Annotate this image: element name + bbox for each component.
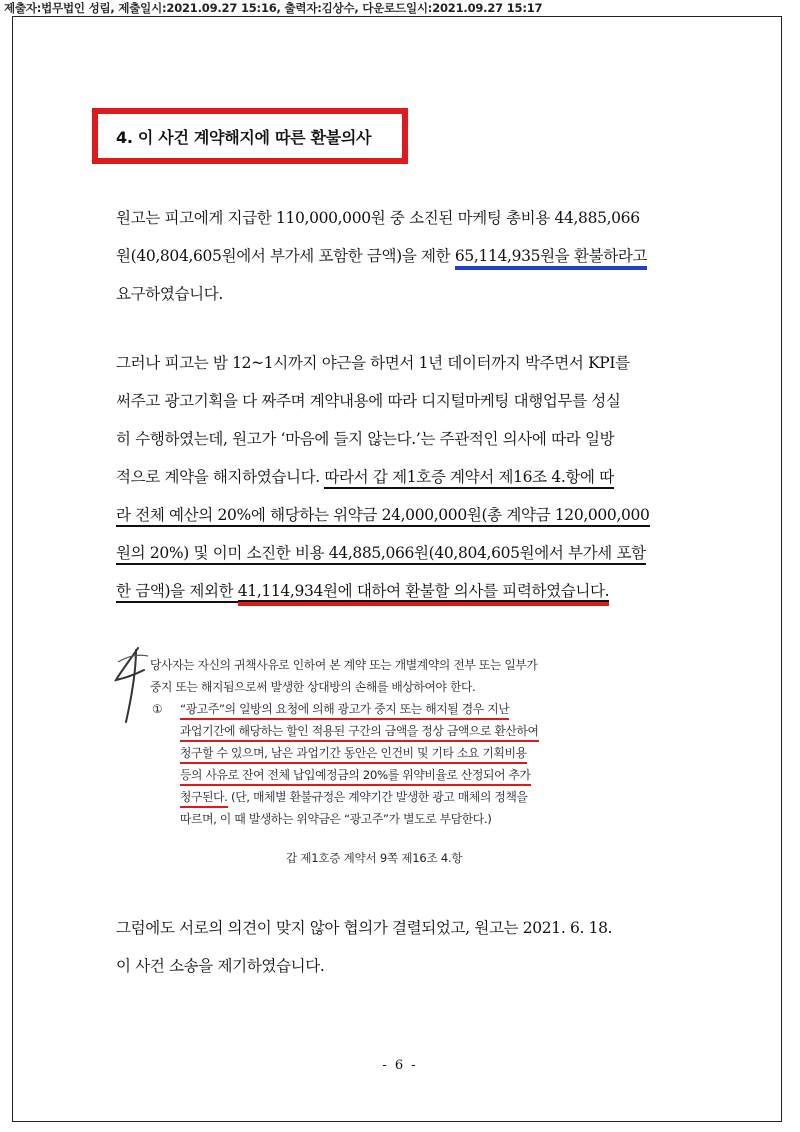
paragraph-defendant-position [116, 344, 696, 610]
underlined-segment: 원의 20%) 및 이미 소진한 비용 44,885,066원(40,804,605원에서 부가세 포함 [116, 544, 646, 565]
quote-line: 따르며, 이 때 발생하는 위약금은 “광고주”가 별도로 부담한다.) [180, 812, 492, 826]
quote-line [150, 764, 690, 786]
underlined-segment: 한 금액)을 제외한 [116, 582, 238, 603]
section-heading-box [92, 108, 408, 164]
highlight-refund-amount: 65,114,935원을 환불하라고 [455, 247, 647, 270]
text-line: 히 수행하였는데, 원고가 ‘마음에 들지 않는다.’는 주관적인 의사에 따라 일방 [116, 430, 615, 448]
clause-item-marker: ① [152, 702, 163, 716]
section-title: 4. 이 사건 계약해지에 따른 환불의사 [116, 127, 372, 147]
quote-line [150, 720, 690, 742]
text-segment: (단, 매체별 환불규정은 계약기간 발생한 광고 매체의 정책을 [227, 790, 528, 804]
page-number: - 6 - [382, 1058, 418, 1073]
highlight-clause: 등의 사유로 잔여 전체 납입예정금의 20%를 위약비율로 산정되어 추가 [180, 768, 531, 786]
quoted-contract-clause [150, 654, 690, 830]
underlined-segment: 따라서 갑 제1호증 계약서 제16조 4.항에 따 [324, 468, 613, 489]
quote-line: 중지 또는 해지됨으로써 발생한 상대방의 손해를 배상하여야 한다. [150, 680, 476, 694]
text-segment: 원(40,804,605원에서 부가세 포함한 금액)을 제한 [116, 247, 455, 265]
text-line: 그럼에도 서로의 의견이 맞지 않아 협의가 결렬되었고, 원고는 2021. 6. 18. [116, 919, 613, 937]
text-line: 이 사건 소송을 제기하였습니다. [116, 957, 325, 975]
filing-header: 제출자:법무법인 성림, 제출일시:2021.09.27 15:16, 출력자:김상수, 다운로드일시:2021.09.27 15:17 [4, 1, 543, 15]
quote-line [150, 698, 690, 720]
underlined-segment: 라 전체 예산의 20%에 해당하는 위약금 24,000,000원(총 계약금 120,000,000 [116, 506, 650, 527]
highlight-clause: 과업기간에 해당하는 할인 적용된 구간의 금액을 정상 금액으로 환산하여 [180, 724, 539, 742]
text-line [116, 458, 696, 496]
highlight-clause: 청구할 수 있으며, 남은 과업기간 동안은 인건비 및 기타 소요 기획비용 [180, 746, 527, 764]
text-line [116, 496, 696, 534]
text-line: 그러나 피고는 밤 12~1시까지 야근을 하면서 1년 데이터까지 박주면서 KPI를 [116, 354, 630, 372]
quote-line [150, 742, 690, 764]
text-line [116, 534, 696, 572]
text-line [116, 237, 696, 275]
highlight-clause: 청구된다. [180, 790, 228, 808]
paragraph-lawsuit [116, 909, 696, 985]
text-line [116, 572, 696, 610]
highlight-refund-intent: 41,114,934원에 대하여 환불할 의사를 피력하였습니다. [237, 582, 610, 600]
text-line: 원고는 피고에게 지급한 110,000,000원 중 소진된 마케팅 총비용 44,885,066 [116, 209, 640, 227]
quote-caption: 갑 제1호증 계약서 9쪽 제16조 4.항 [286, 851, 463, 865]
highlight-clause: “광고주”의 일방의 요청에 의해 광고가 중지 또는 해지될 경우 지난 [180, 702, 509, 720]
text-line: 써주고 광고기획을 다 짜주며 계약내용에 따라 디지털마케팅 대행업무를 성실 [116, 392, 621, 410]
quote-line: 당사자는 자신의 귀책사유로 인하여 본 계약 또는 개별계약의 전부 또는 일부가 [150, 658, 538, 672]
text-segment: 적으로 계약을 해지하였습니다. [116, 468, 325, 486]
text-line: 요구하였습니다. [116, 285, 223, 303]
paragraph-refund-request [116, 199, 696, 313]
quote-line [150, 786, 690, 808]
